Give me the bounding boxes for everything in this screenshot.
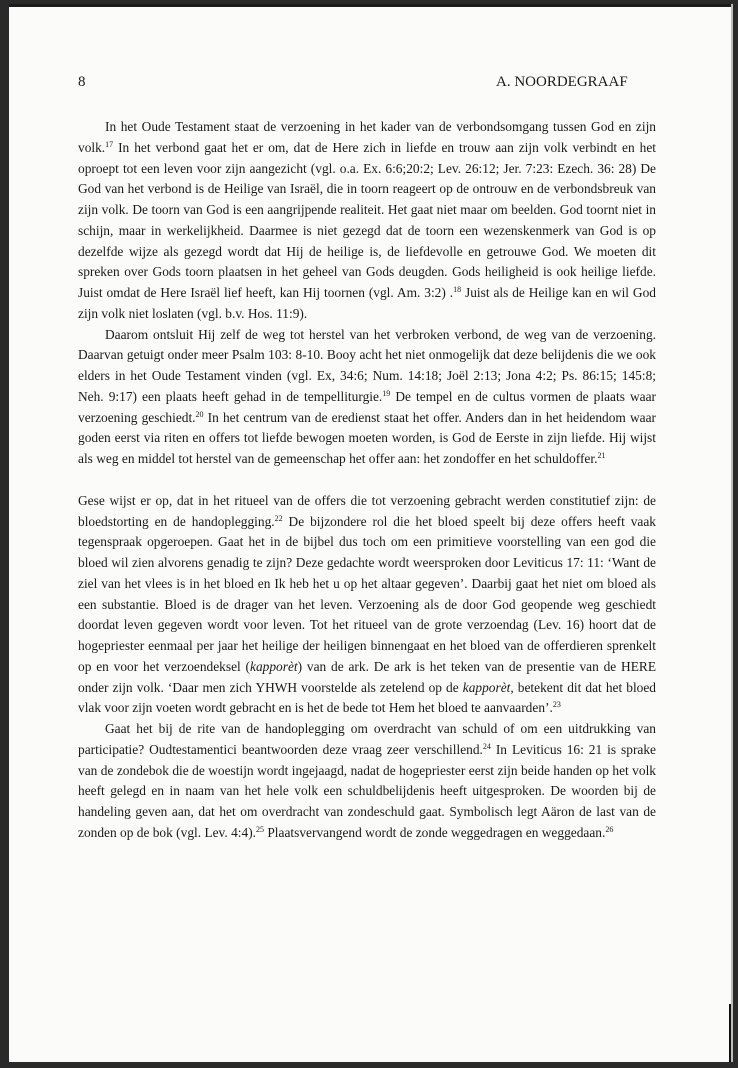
text-run: Daarom ontsluit Hij zelf de weg tot herstel van het verbroken verbond, de weg van de verzoening. Daarvan getuigt onder meer Psalm 103: 8-10. Booy acht het niet onmogelijk dat deze belijdenis die we ook elders in het Oude Testament vinden (vgl. Ex, 34:6; Num. 14:18; Joël 2:13; Jona 4:2; Ps. 86:15; 145:8; Neh. 9:17) een plaats heeft gehad in de tempelliturgie. xyxy=(78,326,656,404)
paragraph xyxy=(78,117,656,325)
footnote-ref[interactable]: 24 xyxy=(482,741,491,751)
text-run: In het centrum van de eredienst staat het offer. Anders dan in het heidendom waar goden eerst via riten en offers tot liefde bewogen moeten worden, is God de Eerste in zijn liefde. Hij wijst als weg en middel tot herstel van de gemeenschap het offer aan: het zondoffer en het schuldoffer. xyxy=(78,409,656,466)
running-head-author: A. NOORDEGRAAF xyxy=(496,74,628,90)
scan-edge-right xyxy=(729,1004,731,1062)
text-run: In het verbond gaat het er om, dat de Here zich in liefde en trouw aan zijn volk verbindt en het oproept tot een leven voor zijn aangezicht (vgl. o.a. Ex. 6:6;20:2; Lev. 26:12; Jer. 7:23: Ezech. 36: 28) De God van het verbond is de Heilige van Israël, die in toorn reageert op de ontrouw en de verbondsbreuk van zijn volk. De toorn van God is een aangrijpende realiteit. Het gaat niet maar om beelden. God toornt niet in schijn, maar in werkelijkheid. Daarmee is niet gezegd dat de toorn een wezenskenmerk van God is op dezelfde wijze als gezegd wordt dat Hij de heilige is, de liefdevolle en getrouwe God. We moeten dit spreken over Gods toorn plaatsen in het geheel van Gods deugden. Gods heiligheid is ook heilige liefde. Juist omdat de Here Israël lief heeft, kan Hij toornen (vgl. Am. 3:2) . xyxy=(78,139,656,300)
text-run: Gaat het bij de rite van de handoplegging om overdracht van schuld of om een uitdrukking van participatie? Oudtestamentici beantwoorden deze vraag zeer verschillend. xyxy=(78,721,656,757)
text-run: Gese wijst er op, dat in het ritueel van de offers die tot verzoening gebracht werden constitutief zijn: de bloedstorting en de handoplegging. xyxy=(78,492,656,529)
footnote-ref[interactable]: 25 xyxy=(256,824,265,834)
scan-edge-top xyxy=(6,4,731,7)
text-run: De bijzondere rol die het bloed speelt bij deze offers heeft vaak tegenspraak opgeroepen. Gaat het in de bijbel dus toch om een primitieve voorstelling van een god die bloed wil zien alvorens genadig te zijn? Deze gedachte wordt weersproken door Leviticus 17: 11: ‘Want de ziel van het vlees is in het bloed en Ik heb het u op het altaar gegeven’. Daarbij gaat het niet om bloed als een substantie. Bloed is de drager van het leven. Verzoening als de door God geopende weg geschiedt doordat leven gegeven wordt voor leven. Tot het ritueel van de grote verzoendag (Lev. 16) hoort dat de hogepriester eenmaal per jaar het heilige der heiligen binnengaat en het bloed van de offerdieren sprenkelt op en voor het verzoendeksel ( xyxy=(78,513,656,674)
text-run: Plaatsvervangend wordt de zonde weggedragen en weggedaan. xyxy=(264,824,606,840)
footnote-ref[interactable]: 18 xyxy=(453,285,462,294)
paragraph xyxy=(78,491,656,719)
text-run: ) van de ark. De ark is het teken van de presentie van de HERE onder zijn volk. ‘Daar men zich YHWH voorstelde als zetelend op de xyxy=(78,658,657,695)
paragraph xyxy=(78,325,656,470)
footnote-ref[interactable]: 23 xyxy=(552,700,561,710)
text-run: , betekent dit dat het bloed vlak voor zijn voeten wordt gebracht en is het de bede tot Hem het bloed te aanvaarden’. xyxy=(78,679,657,716)
footnote-ref[interactable]: 17 xyxy=(105,139,114,149)
book-page xyxy=(6,4,733,1062)
footnote-ref[interactable]: 20 xyxy=(195,409,204,419)
text-run: In Leviticus 16: 21 is sprake van de zondebok die de woestijn wordt ingejaagd, nadat de hogepriester eerst zijn beide handen op het volk heeft gelegd en in naam van het hele volk een schuldbelijdenis heeft uitgesproken. De woorden bij de handeling geven aan, dat het om overdracht van zondeschuld gaat. Symbolisch legt Aäron de last van de zonden op de bok (vgl. Lev. 4:4). xyxy=(78,741,656,840)
text-run: Juist als de Heilige kan en wil God zijn volk niet loslaten (vgl. b.v. Hos. 11:9). xyxy=(78,285,656,321)
paragraph xyxy=(78,719,656,844)
footnote-ref[interactable]: 22 xyxy=(274,513,283,523)
footnote-ref[interactable]: 19 xyxy=(382,388,391,398)
footnote-ref[interactable]: 26 xyxy=(605,824,614,834)
text-run: De tempel en de cultus vormen de plaats waar verzoening geschiedt. xyxy=(78,388,656,425)
scan-edge-left xyxy=(6,4,9,1062)
text-run: In het Oude Testament staat de verzoening in het kader van de verbondsomgang tussen God en zijn volk. xyxy=(78,119,656,155)
italic-term: kapporèt xyxy=(462,679,511,695)
footnote-ref[interactable]: 21 xyxy=(597,451,606,460)
italic-term: kapporèt xyxy=(250,658,298,674)
body-text xyxy=(78,117,656,844)
page-number: 8 xyxy=(78,74,86,90)
